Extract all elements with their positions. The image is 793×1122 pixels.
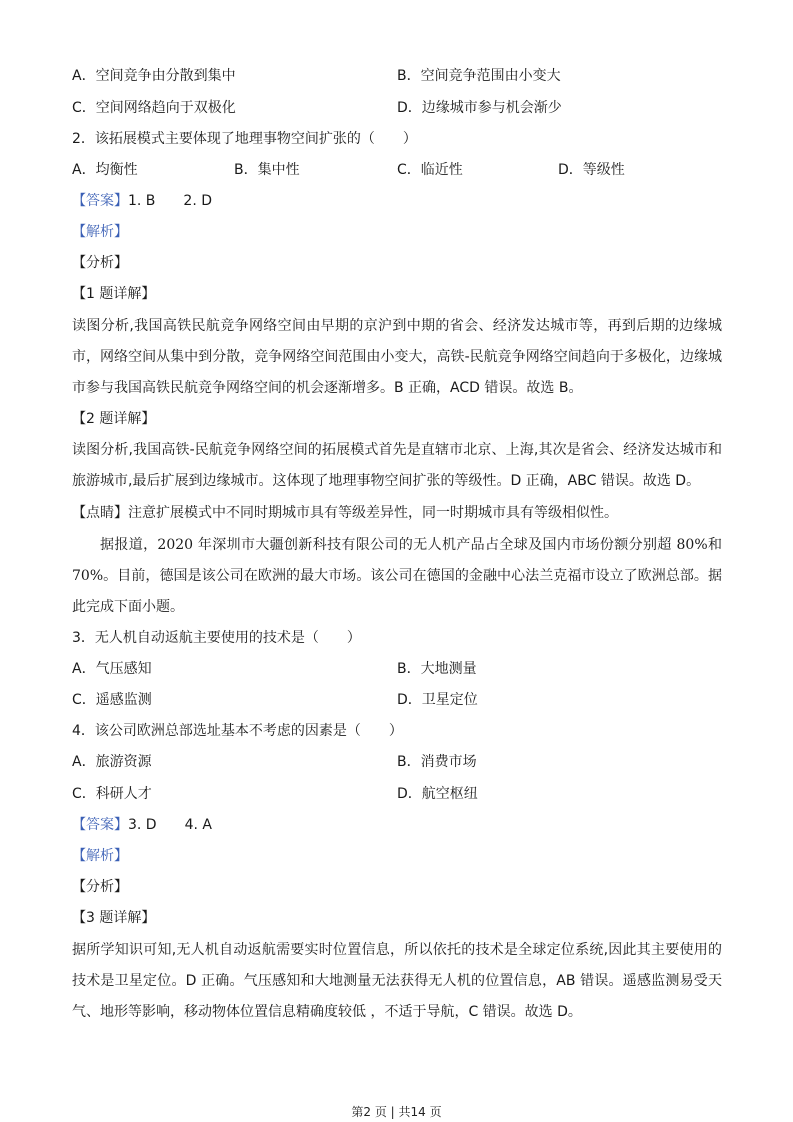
page-footer: 第2 页 | 共14 页 — [351, 1105, 442, 1119]
q1-option-d: D．边缘城市参与机会渐少 — [397, 100, 562, 116]
q4-option-b: B．消费市场 — [397, 754, 477, 770]
answer-label: 【答案】 — [72, 817, 128, 833]
detail-1-text — [72, 311, 722, 404]
detail-2-title: 【2 题详解】 — [72, 411, 156, 427]
q4-option-c: C．科研人才 — [72, 786, 152, 802]
q3-stem: 3．无人机自动返航主要使用的技术是（ ） — [72, 630, 361, 646]
q1-option-a: A．空间竞争由分散到集中 — [72, 68, 236, 84]
answer-line-2 — [72, 815, 212, 835]
jiexi-label-2: 【解析】 — [72, 848, 128, 864]
q3-option-a: A．气压感知 — [72, 661, 152, 677]
material-passage — [72, 530, 722, 623]
dianjing-note: 【点睛】注意扩展模式中不同时期城市具有等级差异性，同一时期城市具有等级相似性。 — [72, 505, 618, 521]
q2-option-c: C．临近性 — [397, 162, 463, 178]
answer-line-1 — [72, 191, 212, 211]
q4-stem: 4．该公司欧洲总部选址基本不考虑的因素是（ ） — [72, 723, 403, 739]
detail-3-title: 【3 题详解】 — [72, 910, 156, 926]
q2-option-d: D．等级性 — [558, 162, 625, 178]
detail-2-paragraph: 读图分析,我国高铁-民航竞争网络空间的拓展模式首先是直辖市北京、上海,其次是省会、经济发达城市和旅游城市,最后扩展到边缘城市。这体现了地理事物空间扩张的等级性。D 正确，ABC 错误。故选 D。 — [72, 442, 722, 489]
detail-2-text — [72, 435, 722, 497]
detail-3-paragraph: 据所学知识可知,无人机自动返航需要实时位置信息，所以依托的技术是全球定位系统,因此其主要使用的技术是卫星定位。D 正确。气压感知和大地测量无法获得无人机的位置信息，AB 错误。遥感监测易受天气、地形等影响，移动物体位置信息精确度较低 ，不适于导航，C 错误。故选 D。 — [72, 942, 722, 1020]
q1-option-b: B．空间竞争范围由小变大 — [397, 68, 561, 84]
q4-option-a: A．旅游资源 — [72, 754, 152, 770]
q4-option-d: D．航空枢纽 — [397, 786, 478, 802]
detail-3-text — [72, 935, 722, 1028]
answer-value: 3. D 4. A — [128, 817, 212, 833]
q3-option-c: C．遥感监测 — [72, 692, 152, 708]
q1-option-c: C．空间网络趋向于双极化 — [72, 100, 236, 116]
q3-option-b: B．大地测量 — [397, 661, 477, 677]
q2-option-b: B．集中性 — [234, 162, 300, 178]
jiexi-label-1: 【解析】 — [72, 224, 128, 240]
q2-option-a: A．均衡性 — [72, 162, 138, 178]
q3-option-d: D．卫星定位 — [397, 692, 478, 708]
answer-value: 1. B 2. D — [128, 193, 212, 209]
detail-1-paragraph: 读图分析,我国高铁民航竞争网络空间由早期的京沪到中期的省会、经济发达城市等，再到后期的边缘城市，网络空间从集中到分散，竞争网络空间范围由小变大，高铁-民航竞争网络空间趋向于多极化，边缘城市参与我国高铁民航竞争网络空间的机会逐渐增多。B 正确，ACD 错误。故选 B。 — [72, 318, 722, 396]
fenxi-label-2: 【分析】 — [72, 879, 128, 895]
detail-1-title: 【1 题详解】 — [72, 286, 156, 302]
q2-stem: 2．该拓展模式主要体现了地理事物空间扩张的（ ） — [72, 131, 417, 147]
answer-label: 【答案】 — [72, 193, 128, 209]
fenxi-label-1: 【分析】 — [72, 255, 128, 271]
material-paragraph: 据报道，2020 年深圳市大疆创新科技有限公司的无人机产品占全球及国内市场份额分别超 80%和 70%。目前，德国是该公司在欧洲的最大市场。该公司在德国的金融中心法兰克福市设立了欧洲总部。据此完成下面小题。 — [72, 537, 722, 615]
